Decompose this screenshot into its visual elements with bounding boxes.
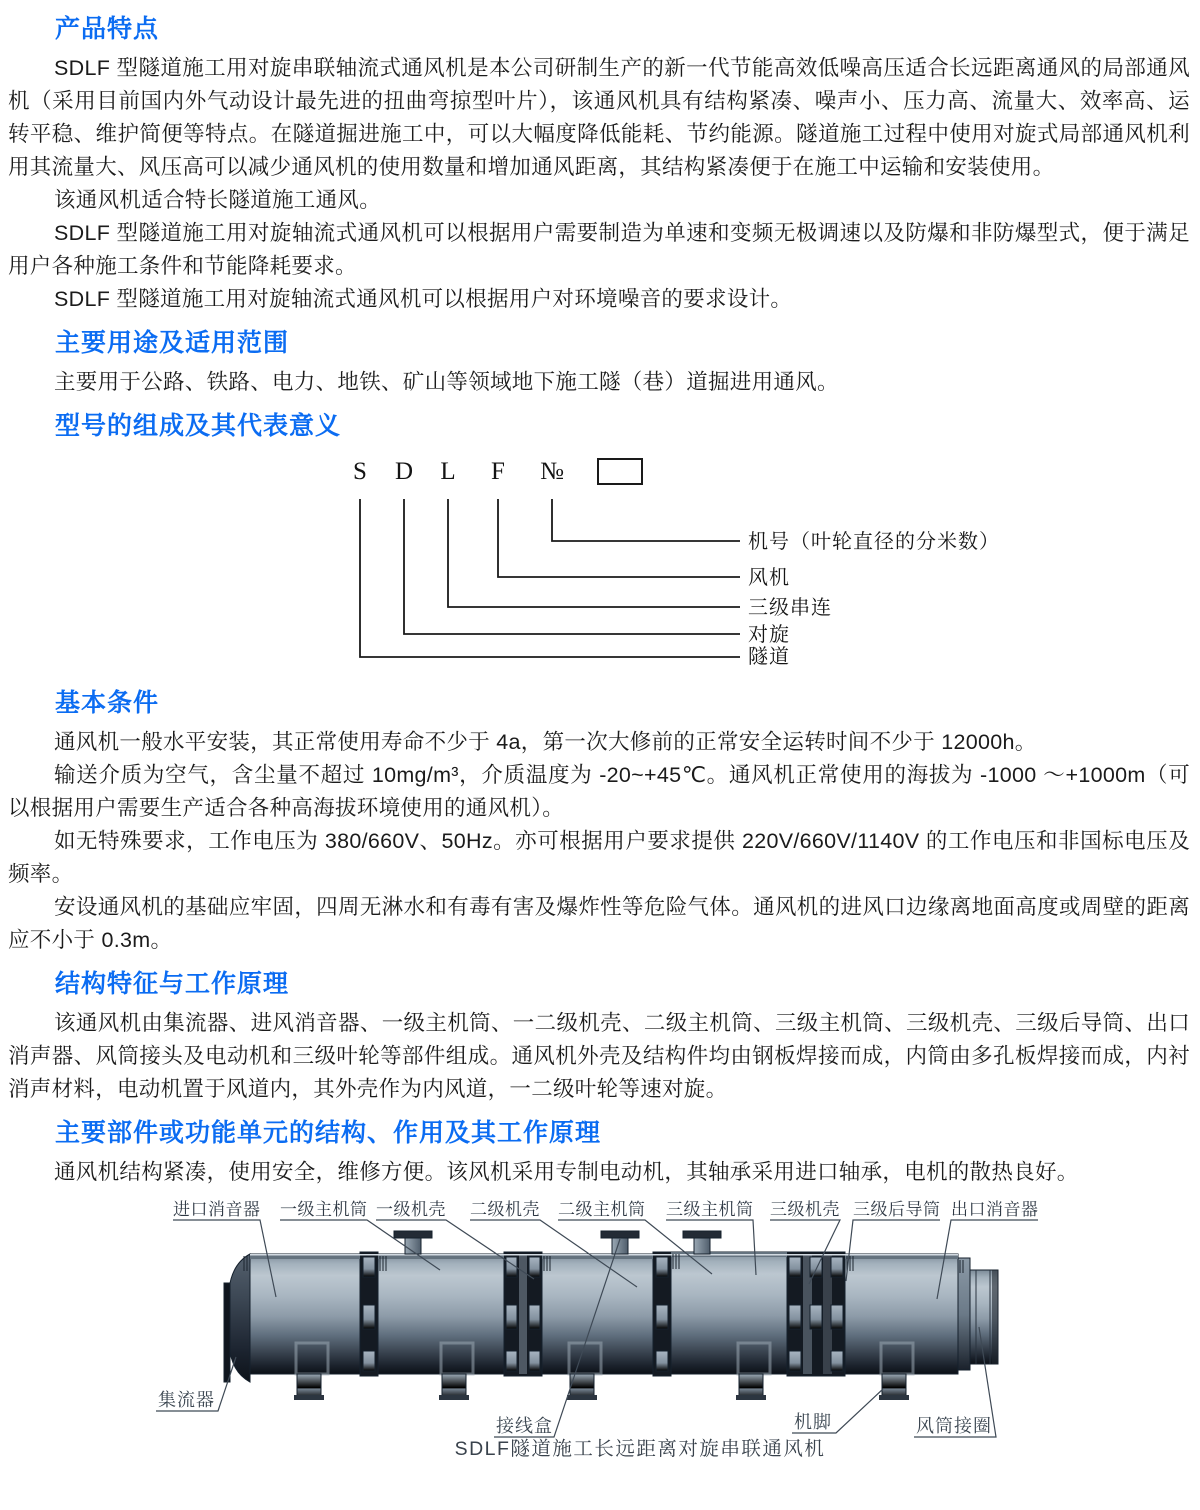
model-letter-s: S [353,458,367,485]
model-letter-f: F [491,458,505,485]
model-code-diagram [8,449,1200,676]
heading-basic-conditions: 基本条件 [55,689,160,717]
fan-label-stage2-casing: 二级机壳 [470,1200,540,1219]
fan-label-duct-ring: 风筒接圈 [916,1416,992,1436]
flange-cluster-3 [653,1252,671,1376]
outlet-ring [958,1258,970,1370]
fan-svg [8,1193,1200,1481]
segment-top-strips [250,1252,958,1259]
junction-boxes [394,1231,721,1254]
model-label-three-stage-series: 三级串连 [748,597,832,619]
paragraph: 通风机结构紧凑，使用安全，维修方便。该风机采用专制电动机，其轴承采用进口轴承，电机的散热良好。 [54,1160,1079,1184]
model-label-fan-number: 机号（叶轮直径的分米数） [748,531,1000,553]
paragraph: 主要用于公路、铁路、电力、地铁、矿山等领域地下施工隧（巷）道掘进用通风。 [54,370,839,394]
paragraph: SDLF 型隧道施工用对旋串联轴流式通风机是本公司研制生产的新一代节能高效低噪高压适合长远距离通风的局部通风机（采用目前国内外气动设计最先进的扭曲弯掠型叶片），该通风机具有结构紧凑、噪声小、压力高、流量大、效率高、运转平稳、维护简便等特点。在隧道掘进施工中，可以大幅度降低能耗、节约能源。隧道施工过程中使用对旋式局部通风机利用其流量大、风压高可以减少通风机的使用数量和增加通风距离，其结构紧凑便于在施工中运输和安装使用。 [8,56,1190,179]
model-label-tunnel: 隧道 [748,646,790,668]
paragraph: 安设通风机的基础应牢固，四周无淋水和有毒有害及爆炸性等危险气体。通风机的进风口边缘离地面高度或周壁的距离应不小于 0.3m。 [8,895,1190,952]
fan-label-collector: 集流器 [158,1390,215,1410]
bell-lip [224,1283,230,1382]
paragraph: SDLF 型隧道施工用对旋轴流式通风机可以根据用户对环境噪音的要求设计。 [54,287,793,311]
fan-diagram [8,1193,1200,1486]
segment-inlet-silencer [250,1254,360,1374]
model-label-counter-rotating: 对旋 [748,624,790,646]
paragraph: 通风机一般水平安装，其正常使用寿命不少于 4a，第一次大修前的正常安全运转时间不少于 12000h。 [54,730,1037,754]
fan-label-machine-foot: 机脚 [794,1412,832,1432]
fan-label-stage3-casing: 三级机壳 [770,1200,840,1219]
heading-main-components: 主要部件或功能单元的结构、作用及其工作原理 [55,1119,602,1147]
model-letter-no: № [540,458,564,485]
fan-diagram-caption: SDLF隧道施工长远距离对旋串联通风机 [454,1438,826,1460]
paragraph: 该通风机适合特长隧道施工通风。 [54,188,382,212]
fan-label-stage3-rear-guide: 三级后导筒 [853,1200,941,1219]
fan-label-outlet-silencer: 出口消音器 [951,1200,1039,1219]
flange-cluster-1 [360,1252,378,1376]
paragraph: SDLF 型隧道施工用对旋轴流式通风机可以根据用户需要制造为单速和变频无极调速以及防爆和非防爆型式，便于满足用户各种施工条件和节能降耗要求。 [8,221,1190,278]
fan-label-stage2-main-cylinder: 二级主机筒 [558,1200,646,1219]
fan-label-stage3-main-cylinder: 三级主机筒 [666,1200,754,1219]
paragraph: 该通风机由集流器、进风消音器、一级主机筒、一二级机壳、二级主机筒、三级主机筒、三级机壳、三级后导筒、出口消声器、风筒接头及电动机和三级叶轮等部件组成。通风机外壳及结构件均由钢板焊接而成，内筒由多孔板焊接而成，内衬消声材料，电动机置于风道内，其外壳作为内风道，一二级叶轮等速对旋。 [8,1011,1190,1101]
model-letter-l: L [440,458,456,485]
model-letter-d: D [394,458,414,485]
model-label-fan: 风机 [748,567,790,589]
segment-outlet-silencer [845,1254,958,1374]
model-code-labels [748,530,1000,668]
model-code-letters [353,458,642,485]
heading-model-composition: 型号的组成及其代表意义 [55,412,342,440]
heading-main-usage: 主要用途及适用范围 [55,329,290,357]
model-number-box [598,459,642,484]
fan-label-inlet-silencer: 进口消音器 [173,1200,261,1219]
heading-product-features: 产品特点 [55,15,160,43]
model-code-svg [8,449,1200,671]
fan-label-stage1-casing: 一级机壳 [376,1200,446,1219]
fan-label-stage1-main-cylinder: 一级主机筒 [280,1200,368,1219]
fan-label-junction-box: 接线盒 [496,1416,553,1436]
paragraph: 如无特殊要求，工作电压为 380/660V、50Hz。亦可根据用户要求提供 220V/660V/1140V 的工作电压和非国标电压及频率。 [8,829,1190,886]
fan-top-labels [173,1200,1039,1219]
segment-stage2 [542,1254,653,1374]
paragraph: 输送介质为空气，含尘量不超过 10mg/m³，介质温度为 -20~+45℃。通风机正常使用的海拔为 -1000 ～+1000m（可以根据用户需要生产适合各种高海拔环境使用的通风机）。 [8,763,1190,820]
model-code-lines [360,499,740,657]
fan-illustration [224,1231,998,1400]
flange-cluster-2 [504,1252,542,1376]
heading-structure-principle: 结构特征与工作原理 [55,970,290,998]
